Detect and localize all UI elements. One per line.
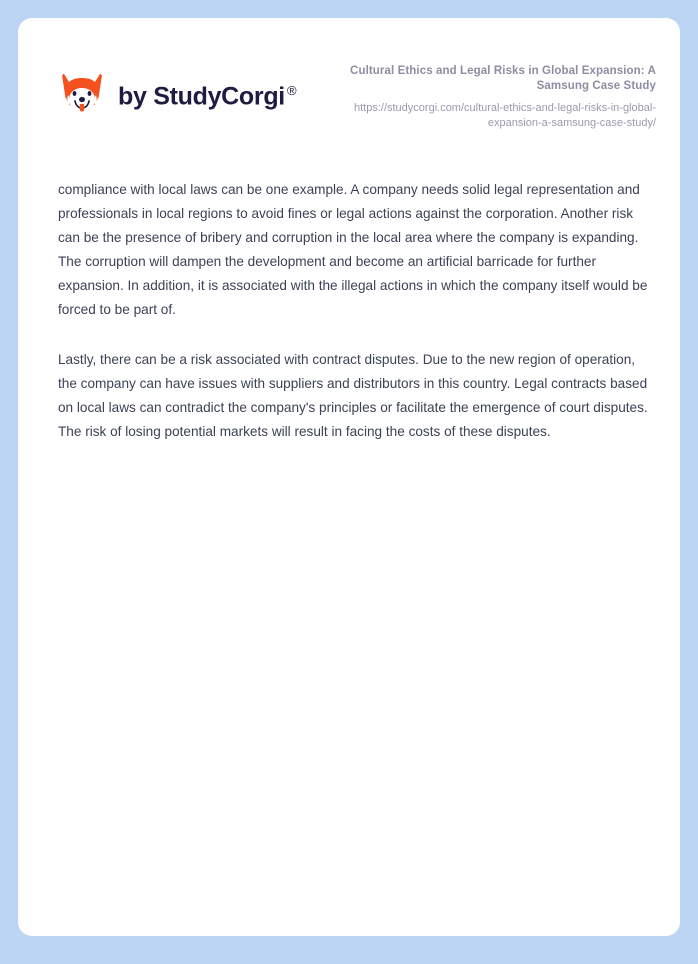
- registered-trademark-symbol: ®: [286, 83, 297, 99]
- studycorgi-corgi-head-logo-icon: [58, 71, 106, 123]
- body-paragraph: Lastly, there can be a risk associated with contract disputes. Due to the new region of operation, the company can have issues with suppliers and distributors in this country. Legal contracts based on local laws can contradict the company's principles or facilitate the emergence of court disputes. The risk of losing potential markets will result in facing the costs of these disputes.: [58, 352, 648, 439]
- brand-logo-group: [58, 71, 296, 123]
- document-body: [58, 178, 656, 444]
- brand-wordmark: [118, 84, 296, 109]
- document-header: [18, 54, 680, 140]
- body-paragraph: compliance with local laws can be one example. A company needs solid legal representation and professionals in local regions to avoid fines or legal actions against the corporation. Another risk can be the presence of bribery and corruption in the local area where the company is expanding. The corruption will dampen the development and become an artificial barricade for further expansion. In addition, it is associated with the illegal actions in which the company itself would be forced to be part of.: [58, 182, 648, 317]
- brand-wordmark-text: by StudyCorgi: [118, 82, 285, 111]
- document-meta: [321, 64, 656, 131]
- document-source-url[interactable]: https://studycorgi.com/cultural-ethics-and-legal-risks-in-global-expansion-a-samsung-case-study/: [353, 101, 656, 129]
- document-title: Cultural Ethics and Legal Risks in Global Expansion: A Samsung Case Study: [350, 64, 656, 92]
- document-page: [18, 18, 680, 936]
